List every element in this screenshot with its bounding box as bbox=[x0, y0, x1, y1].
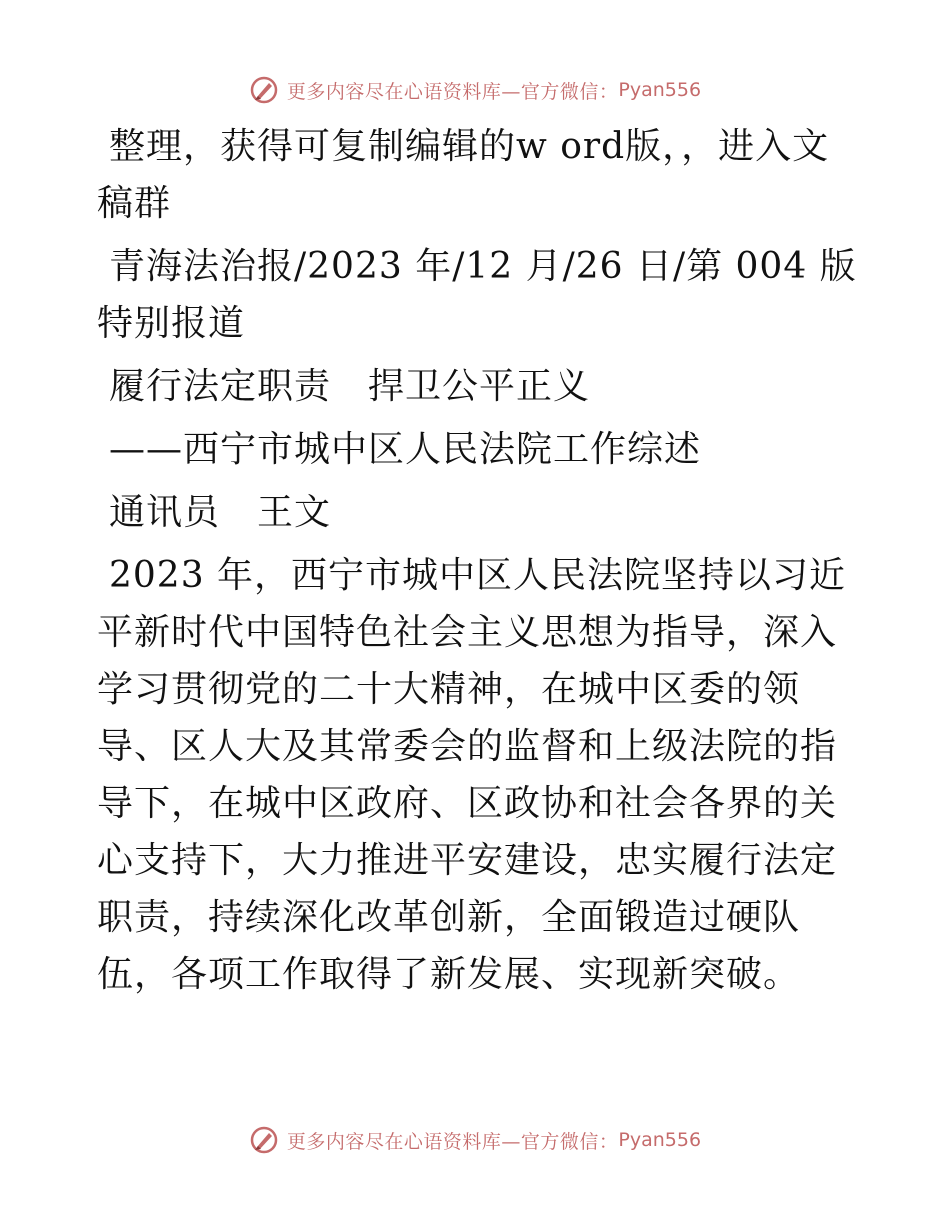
article-title: 履行法定职责 捍卫公平正义 bbox=[109, 366, 591, 407]
header-watermark bbox=[0, 70, 950, 110]
watermark-wechat-id: Pyan556 bbox=[618, 1129, 702, 1151]
watermark-text: 更多内容尽在心语资料库—官方微信： bbox=[286, 1130, 619, 1153]
pen-logo-icon bbox=[249, 1125, 279, 1155]
article-subtitle: ——西宁市城中区人民法院工作综述 bbox=[109, 429, 702, 470]
watermark-wechat-id: Pyan556 bbox=[618, 79, 702, 101]
intro-line: 整理，获得可复制编辑的w ord版，，进入文稿群 bbox=[97, 126, 830, 224]
pen-logo-icon bbox=[249, 75, 279, 105]
source-line: 青海法治报/2023 年/12 月/26 日/第 004 版特别报道 bbox=[97, 246, 857, 344]
footer-watermark bbox=[0, 1120, 950, 1160]
body-paragraph: 2023 年，西宁市城中区人民法院坚持以习近平新时代中国特色社会主义思想为指导，深入学习贯彻党的二十大精神，在城中区委的领导、区人大及其常委会的监督和上级法院的指导下，在城中区政府、区政协和社会各界的关心支持下，大力推进平安建设，忠实履行法定职责，持续深化改革创新，全面锻造过硬队伍，各项工作取得了新发展、实现新突破。 bbox=[97, 555, 847, 995]
author-line: 通讯员 王文 bbox=[109, 492, 332, 533]
watermark-text: 更多内容尽在心语资料库—官方微信： bbox=[286, 80, 619, 103]
document-body bbox=[97, 118, 857, 1003]
